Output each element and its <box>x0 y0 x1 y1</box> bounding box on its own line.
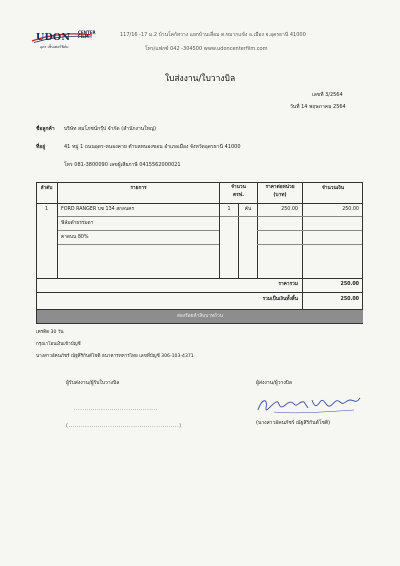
total-value: 250.00 <box>340 297 359 302</box>
row-item: คาดบน 80% <box>61 235 89 240</box>
subtotal-label: ราคารวม <box>278 282 298 287</box>
row-item: FORD RANGER บข 134 สกลนคร <box>61 207 135 212</box>
handwritten-signature <box>254 392 364 418</box>
header-price-unit: (บาท) <box>273 193 287 198</box>
document-number: เลขที่ 3/2564 <box>312 92 343 98</box>
document-title: ใบส่งงาน/ใบวางบิล <box>164 74 236 84</box>
amount-in-words-band <box>37 310 363 323</box>
row-amount: 250.00 <box>342 207 359 212</box>
company-address: 117/16 -17 ม.2 บ้านโคก้สวาง แยกบ้านเลื่อม ต.หมากแข้ง อ.เมือง จ.อุดรธานี 41000 <box>120 32 306 38</box>
customer-name-label: ชื่อลูกค้า <box>36 126 55 132</box>
customer-name: บริษัท สมโภชน์กรุ๊ป จำกัด (สำนักงานใหญ่) <box>64 126 157 132</box>
items-table <box>36 182 363 324</box>
header-price: ราคาต่อหน่วย <box>265 185 295 190</box>
row-no: 1 <box>44 207 49 212</box>
credit-terms: เครดิต 30 วัน <box>36 330 64 335</box>
receiver-name-line: (.....................................................) <box>66 423 182 429</box>
company-logo <box>30 28 106 52</box>
receiver-signature-line: ........................................ <box>74 406 158 412</box>
amount-in-words: สองร้อยห้าสิบบาทถ้วน <box>176 314 224 319</box>
row-unit: คัน <box>244 207 252 212</box>
subtotal-value: 250.00 <box>340 282 359 287</box>
company-contact: โทร/แฟกซ์ 042 -304500 www.udoncenterfilm.com <box>145 46 268 52</box>
customer-address-label: ที่อยู่ <box>36 144 46 150</box>
header-no: ลำดับ <box>40 186 53 191</box>
row-price: 250.00 <box>281 207 298 212</box>
row-item: ฟิล์มดำธรรมดา <box>61 221 94 226</box>
logo-tagline: อุดร เซ็นเตอร์ฟิล์ม <box>40 45 69 49</box>
header-qty: จำนวน <box>231 185 246 190</box>
header-amount: จำนวนเงิน <box>321 186 345 191</box>
customer-address: 41 หมู่ 1 ถนนอุดร-หนองคาย ตำบลหนองขอน อำเภอเมือง จังหวัดอุดรธานี 41000 <box>64 144 241 150</box>
logo-subtext: CENTER FILM <box>78 30 96 39</box>
receiver-label: ผู้รับส่งงาน/ผู้รับใบวางบิล <box>66 380 120 386</box>
header-item: รายการ <box>130 186 147 191</box>
row-qty: 1 <box>227 207 231 212</box>
sender-name: (นางสาวอัคนภัชร์ ณัฐสิริกันต์โชติ) <box>256 420 331 426</box>
sender-label: ผู้ส่งงาน/ผู้วางบิล <box>256 380 292 386</box>
customer-contact: โทร 081-3800090 เลขผู้เสียภาษี 0415562000021 <box>64 162 181 168</box>
bank-account: นางสาวอัคนภัชร์ ณัฐสิริกันต์โชติ ธนาคารทหารไทย เลขที่บัญชี 306-103-4371 <box>36 354 194 359</box>
logo-text: UDON <box>36 32 71 43</box>
total-label: รวมเป็นเงินทั้งสิ้น <box>262 297 298 302</box>
transfer-note: กรุณาโอนเงินเข้าบัญชี <box>36 342 81 347</box>
header-unit: ตรฟ. <box>233 193 244 198</box>
document-date: วันที่ 14 พฤษภาคม 2564 <box>290 104 346 110</box>
